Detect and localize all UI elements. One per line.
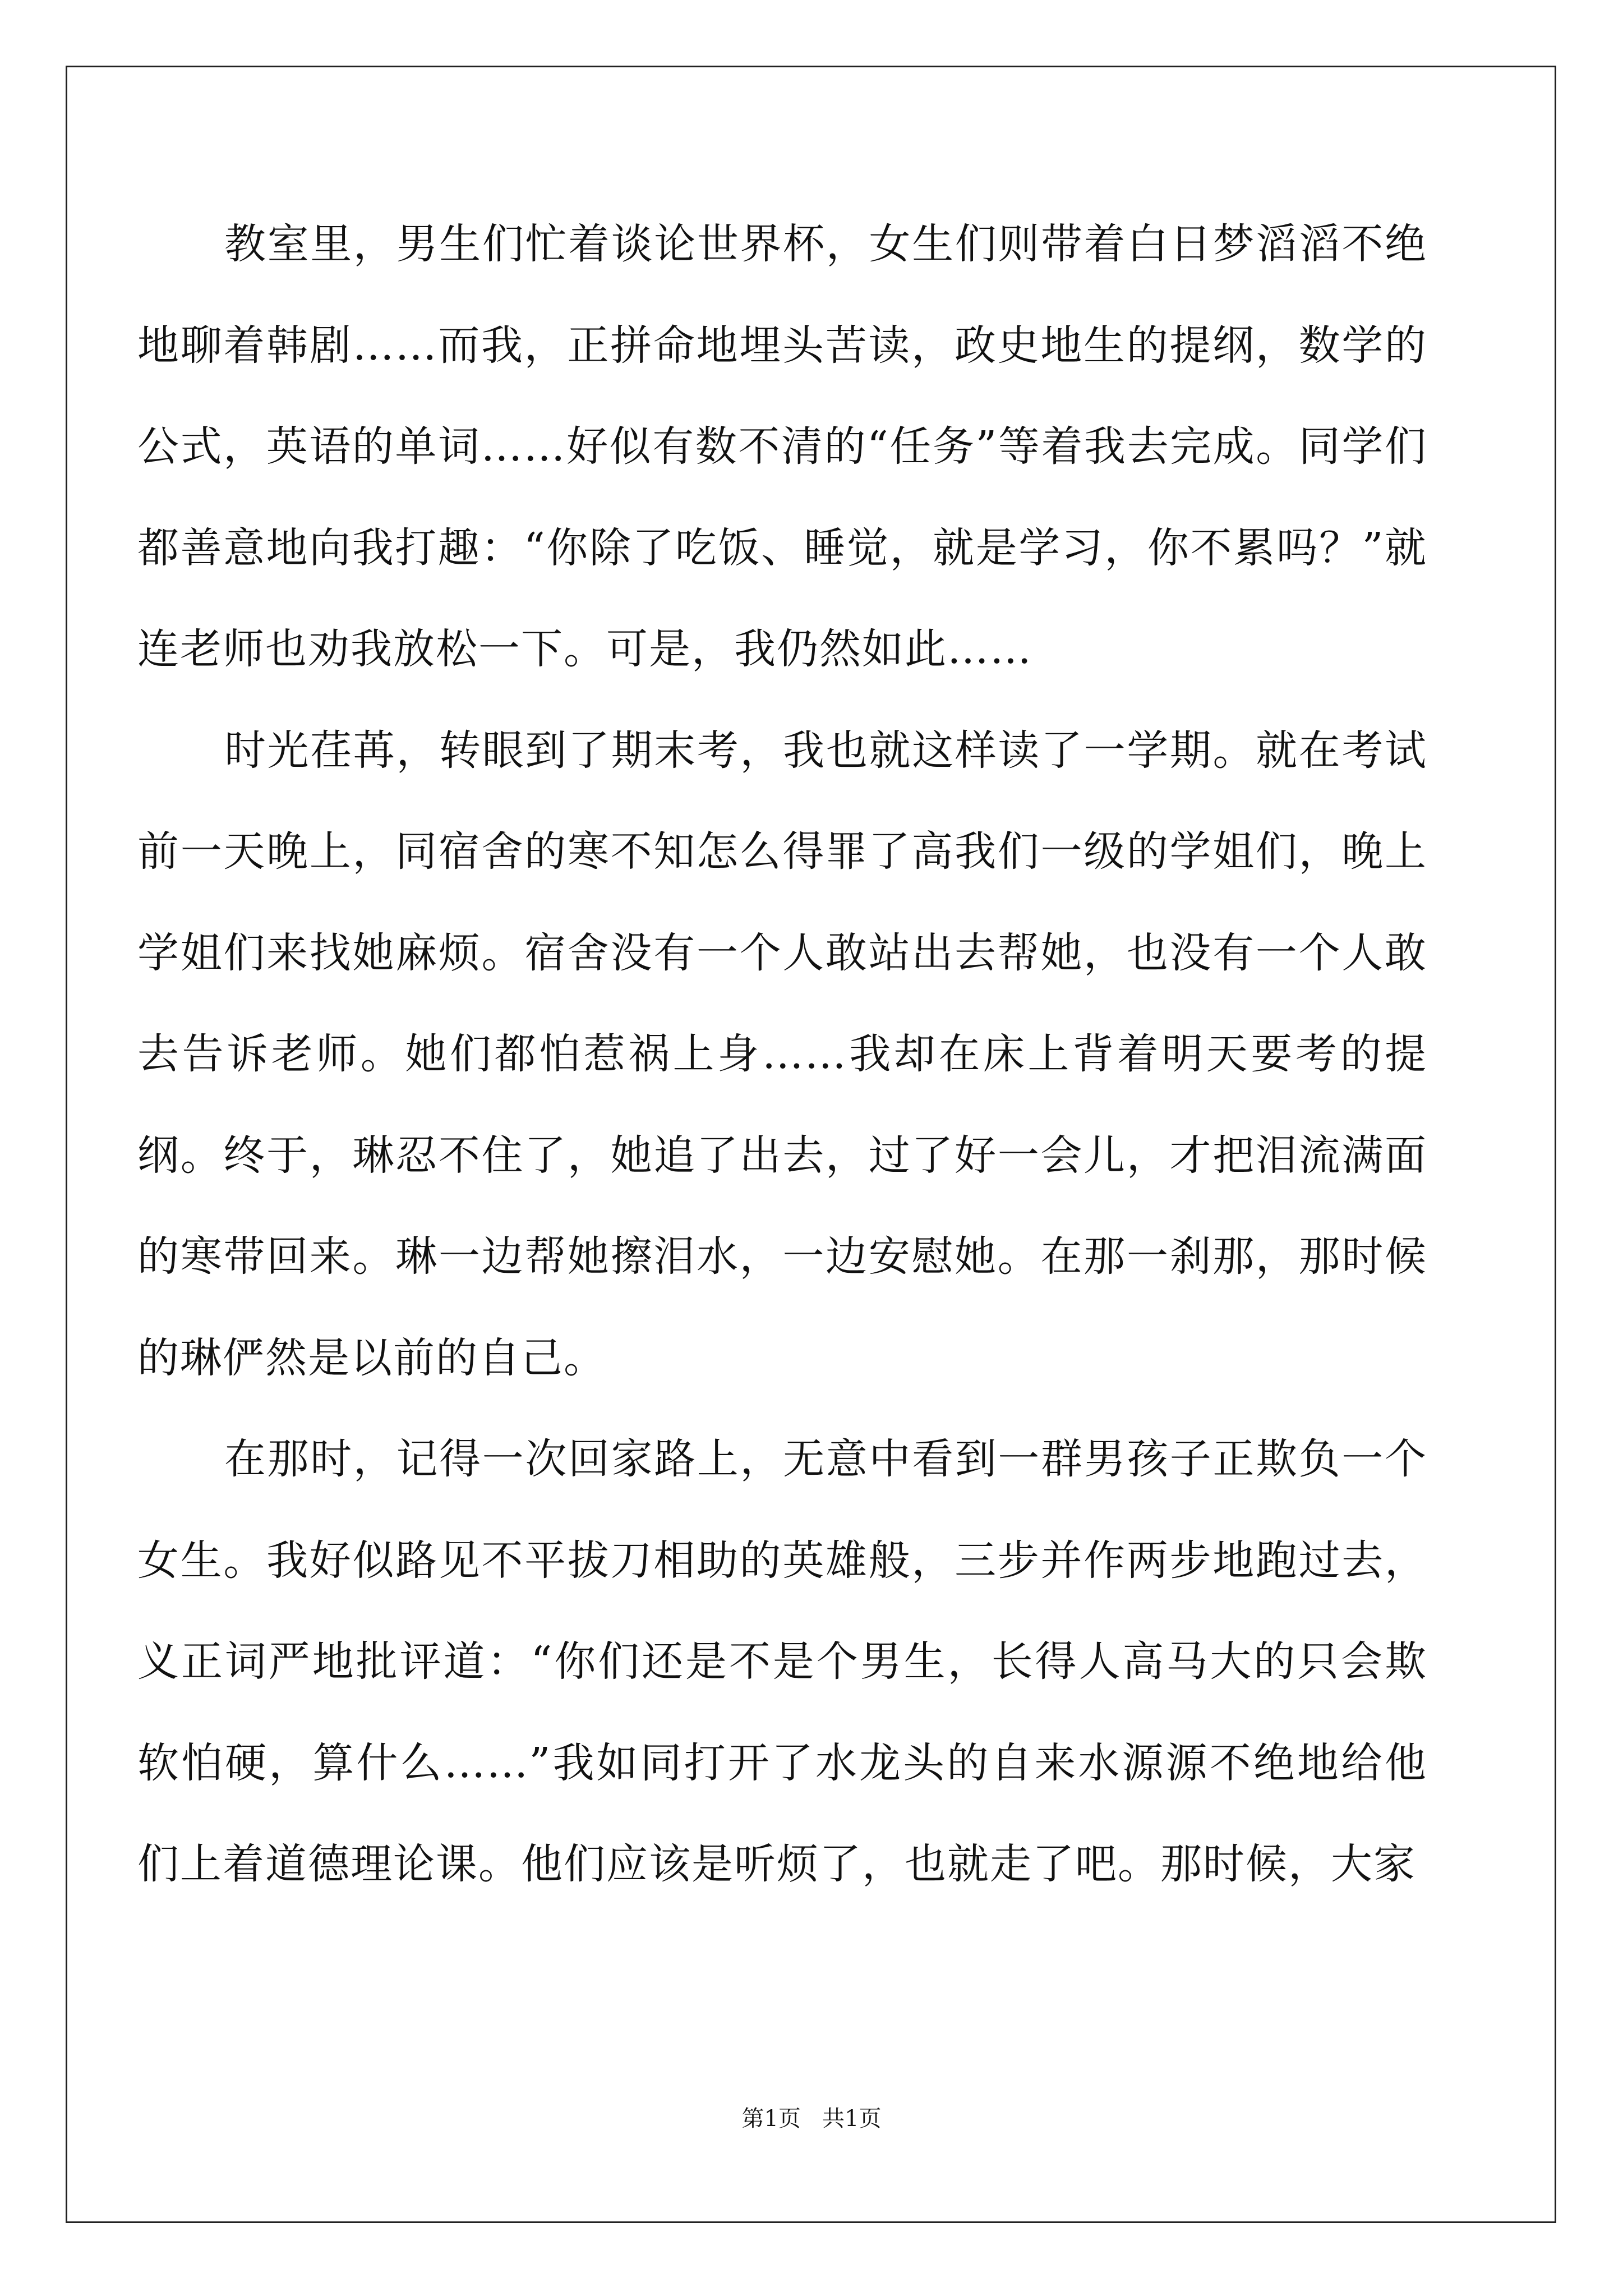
document-body (137, 194, 1427, 1915)
paragraph-1: 教室里，男生们忙着谈论世界杯，女生们则带着白日梦滔滔不绝地聊着韩剧……而我，正拼命地埋头苦读，政史地生的提纲，数学的公式，英语的单词……好似有数不清的“任务”等着我去完成。同学们都善意地向我打趣：“你除了吃饭、睡觉，就是学习，你不累吗？”就连老师也劝我放松一下。可是，我仍然如此…… (137, 220, 1427, 673)
paragraph-3: 在那时，记得一次回家路上，无意中看到一群男孩子正欺负一个女生。我好似路见不平拔刀相助的英雄般，三步并作两步地跑过去，义正词严地批评道：“你们还是不是个男生，长得人高马大的只会欺软怕硬，算什么……”我如同打开了水龙头的自来水源源不绝地给他们上着道德理论课。他们应该是听烦了，也就走了吧。那时候，大家 (137, 1435, 1427, 1888)
page-number-footer: 第1页 共1页 (741, 2106, 882, 2132)
paragraph-2: 时光荏苒，转眼到了期末考，我也就这样读了一学期。就在考试前一天晚上，同宿舍的寒不知怎么得罪了高我们一级的学姐们，晚上学姐们来找她麻烦。宿舍没有一个人敢站出去帮她，也没有一个人敢去告诉老师。她们都怕惹祸上身……我却在床上背着明天要考的提纲。终于，琳忍不住了，她追了出去，过了好一会儿，才把泪流满面的寒带回来。琳一边帮她擦泪水，一边安慰她。在那一刹那，那时候的琳俨然是以前的自己。 (137, 726, 1427, 1382)
